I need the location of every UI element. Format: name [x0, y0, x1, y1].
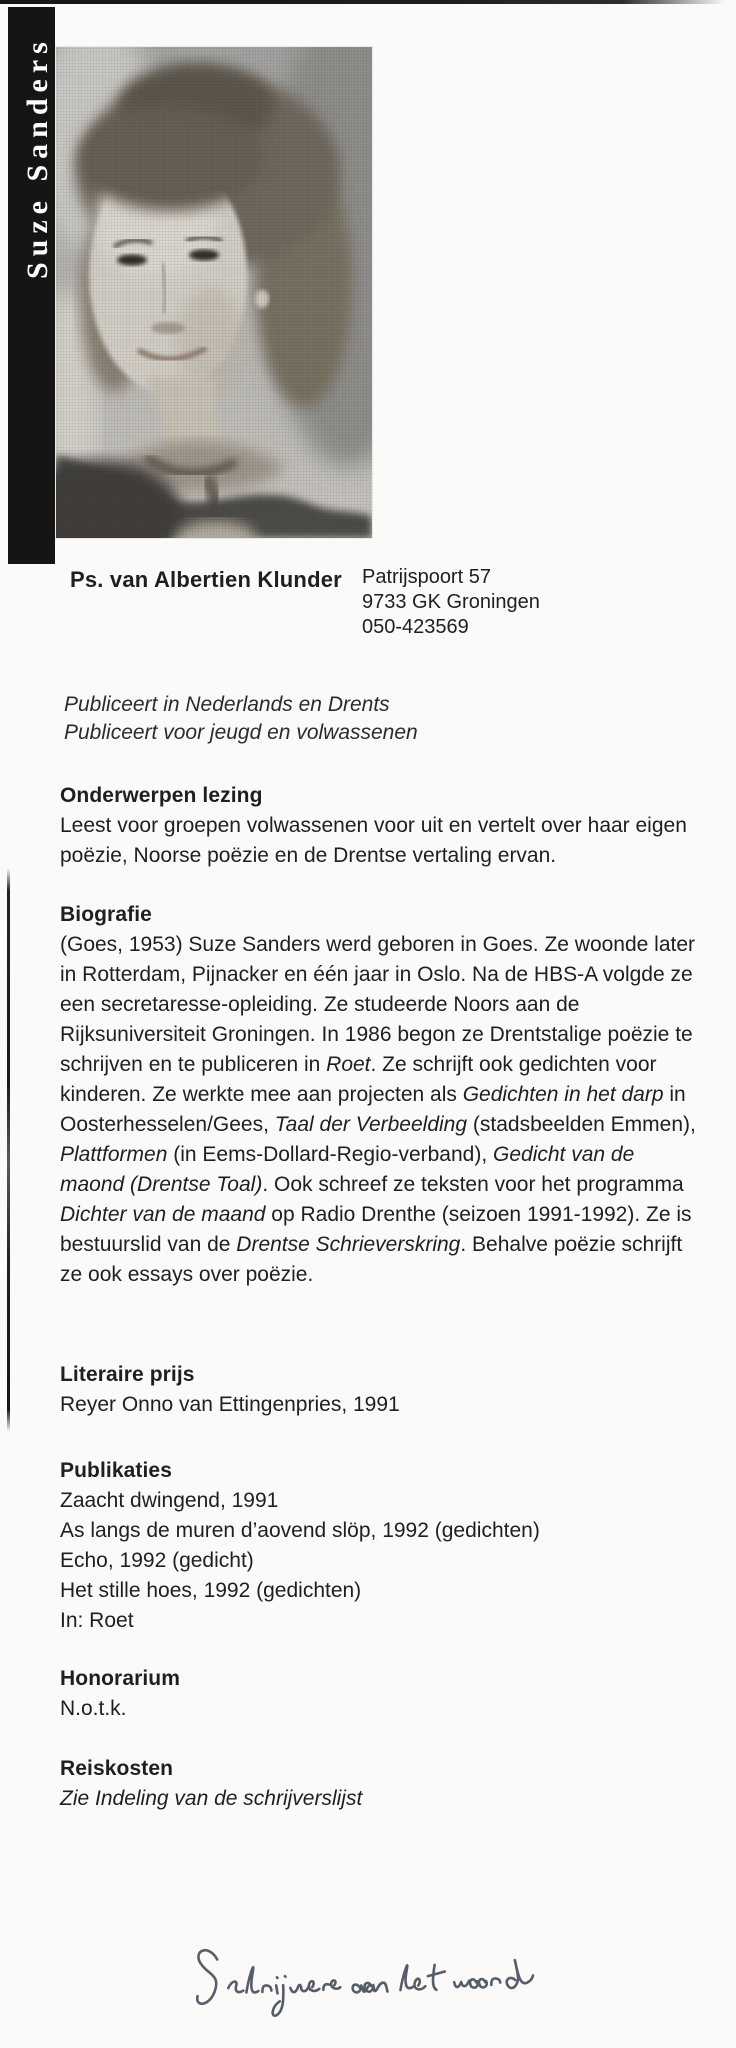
italic-text-run: Gedichten in het darp [462, 1083, 664, 1106]
text-run: . Ook schreef ze teksten voor het programma [262, 1173, 684, 1196]
section-body: Zie Indeling van de schrijverslijst [60, 1787, 363, 1810]
text-run: (stadsbeelden Emmen), [467, 1113, 696, 1136]
pseudonym: Ps. van Albertien Klunder [70, 567, 342, 592]
text-run: (in Eems-Dollard-Regio-verband), [167, 1143, 494, 1166]
section-publikaties [60, 1456, 702, 1636]
text-run: . Ze schrijft ook gedichten voor kinderen. Ze werkte mee aan projecten als [60, 1053, 657, 1106]
section-reiskosten [60, 1754, 702, 1814]
text-line: As langs de muren d’aovend slöp, 1992 (gedichten) [60, 1519, 540, 1542]
section-heading: Onderwerpen lezing [60, 784, 263, 807]
section-biografie [60, 900, 702, 1290]
text-line: Echo, 1992 (gedicht) [60, 1549, 254, 1572]
author-name-vertical: Suze Sanders [21, 36, 54, 279]
section-body [60, 930, 702, 1290]
text-run: . Behalve poëzie schrijft ze ook essays over poëzie. [60, 1233, 683, 1286]
portrait-illustration [56, 47, 372, 538]
handwriting-strokes [186, 1924, 561, 2033]
section-body: N.o.t.k. [60, 1697, 127, 1720]
italic-text-run: Drentse Schrieverskring [236, 1233, 461, 1256]
italic-text-run: Gedicht van de maond (Drentse Toal) [60, 1143, 635, 1196]
section-heading: Reiskosten [60, 1757, 174, 1780]
section-heading: Publikaties [60, 1459, 172, 1482]
italic-text-run: Dichter van de maand [60, 1203, 266, 1226]
text-run: op Radio Drenthe (seizoen 1991-1992). Ze is bestuurslid van de [60, 1203, 692, 1256]
section-honorarium [60, 1664, 702, 1724]
text-line: In: Roet [60, 1609, 134, 1632]
address-block [362, 565, 540, 640]
section-body: Leest voor groepen volwassenen voor uit en vertelt over haar eigen poëzie, Noorse poëzie en de Drentse vertaling ervan. [60, 814, 687, 867]
portrait-photo [56, 47, 372, 538]
text-run: in Oosterhesselen/Gees, [60, 1083, 686, 1136]
text-line: 050-423569 [362, 616, 469, 638]
italic-text-run: Roet [326, 1053, 371, 1076]
publication-list [60, 1486, 702, 1636]
name-sidebar [8, 7, 55, 564]
publishes-in-lines [64, 691, 418, 747]
text-line: Patrijspoort 57 [362, 566, 491, 588]
section-heading: Literaire prijs [60, 1363, 195, 1386]
italic-text-run: Taal der Verbeelding [274, 1113, 468, 1136]
text-line: 9733 GK Groningen [362, 591, 540, 613]
text-line: Zaacht dwingend, 1991 [60, 1489, 279, 1512]
scan-artifact-left-line [7, 868, 10, 1432]
section-literaire-prijs [60, 1360, 702, 1420]
text-run: (Goes, 1953) Suze Sanders werd geboren in Goes. Ze woonde later in Rotterdam, Pijnacker en één jaar in Oslo. Na de HBS-A volgde ze een secretaresse-opleiding. Ze studeerde Noors aan de Rijksuniversiteit Groningen. In 1986 begon ze Drentstalige poëzie te schrijven en te publiceren in [60, 933, 696, 1076]
handwritten-series-title [186, 1924, 561, 2033]
section-onderwerpen-lezing [60, 781, 702, 871]
text-line: Het stille hoes, 1992 (gedichten) [60, 1579, 362, 1602]
scan-artifact-top-line [0, 0, 733, 4]
section-heading: Honorarium [60, 1667, 181, 1690]
italic-text-run: Plattformen [60, 1143, 168, 1166]
text-line: Publiceert in Nederlands en Drents [64, 693, 390, 716]
section-heading: Biografie [60, 903, 152, 926]
text-line: Publiceert voor jeugd en volwassenen [64, 721, 418, 744]
section-body: Reyer Onno van Ettingenpries, 1991 [60, 1393, 400, 1416]
